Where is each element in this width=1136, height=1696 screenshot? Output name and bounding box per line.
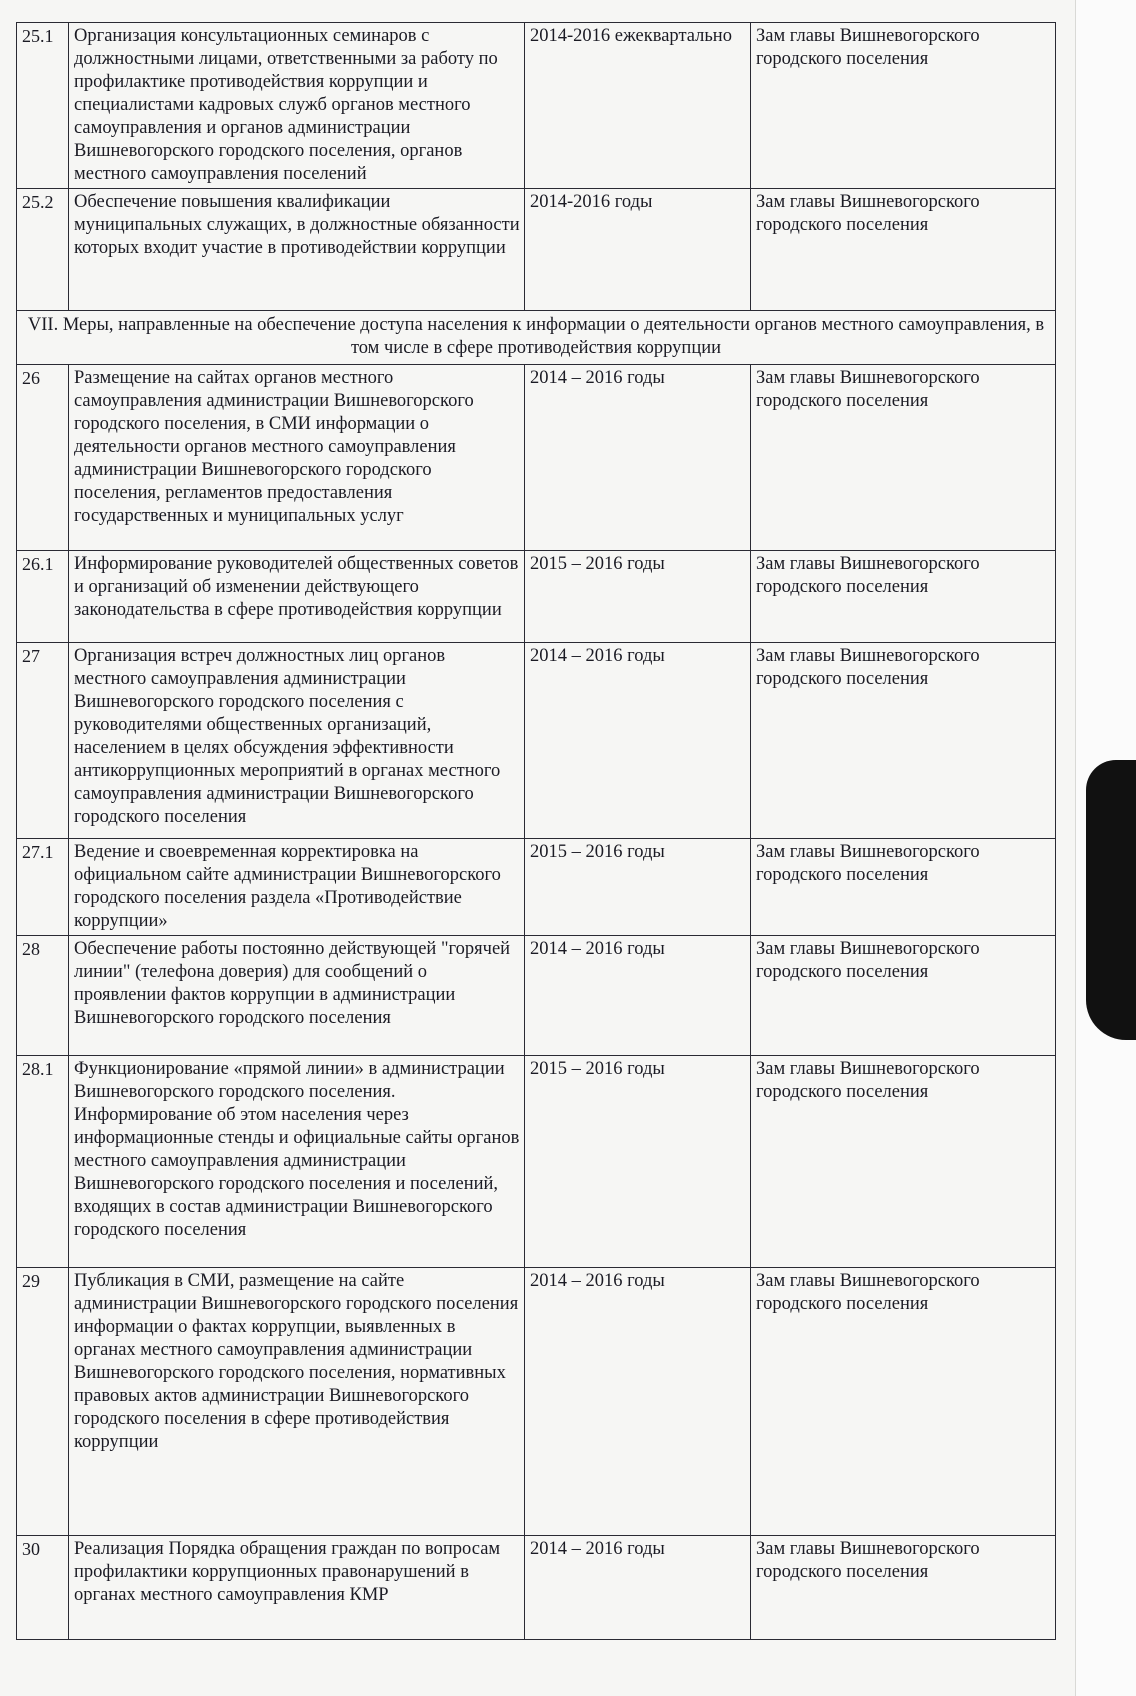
measure-description: Размещение на сайтах органов местного самоуправления администрации Вишневогорского городского поселения, в СМИ информации о деятельности органов местного самоуправления администрации Вишневогорского городского поселения, регламентов предоставления государственных и муниципальных услуг xyxy=(69,365,525,551)
measure-term: 2014 – 2016 годы xyxy=(525,643,751,839)
measure-description: Организация консультационных семинаров с должностными лицами, ответственными за работу по профилактике противодействия коррупции и специалистами кадровых служб органов местного самоуправления и органов администрации Вишневогорского городского поселения, органов местного самоуправления поселений xyxy=(69,23,525,189)
responsible-person: Зам главы Вишневогорского городского поселения xyxy=(751,551,1056,643)
row-number: 26.1 xyxy=(17,551,69,643)
table-row xyxy=(17,23,1056,189)
measure-term: 2014-2016 годы xyxy=(525,189,751,311)
row-number: 26 xyxy=(17,365,69,551)
row-number: 25.2 xyxy=(17,189,69,311)
table-row xyxy=(17,1056,1056,1268)
measures-table xyxy=(16,22,1056,1640)
measure-term: 2015 – 2016 годы xyxy=(525,551,751,643)
measure-term: 2014 – 2016 годы xyxy=(525,936,751,1056)
measure-term: 2015 – 2016 годы xyxy=(525,1056,751,1268)
responsible-person: Зам главы Вишневогорского городского поселения xyxy=(751,1536,1056,1640)
measure-description: Организация встреч должностных лиц органов местного самоуправления администрации Вишневогорского городского поселения с руководителями общественных организаций, населением в целях обсуждения эффективности антикоррупционных мероприятий в органах местного самоуправления администрации Вишневогорского городского поселения xyxy=(69,643,525,839)
responsible-person: Зам главы Вишневогорского городского поселения xyxy=(751,839,1056,936)
row-number: 27 xyxy=(17,643,69,839)
section-header-row xyxy=(17,311,1056,365)
table-row xyxy=(17,365,1056,551)
measure-term: 2014 – 2016 годы xyxy=(525,365,751,551)
row-number: 25.1 xyxy=(17,23,69,189)
row-number: 27.1 xyxy=(17,839,69,936)
measure-description: Функционирование «прямой линии» в администрации Вишневогорского городского поселения. Информирование об этом населения через информационные стенды и официальные сайты органов местного самоуправления администрации Вишневогорского городского поселения и поселений, входящих в состав администрации Вишневогорского городского поселения xyxy=(69,1056,525,1268)
measure-description: Реализация Порядка обращения граждан по вопросам профилактики коррупционных правонарушений в органах местного самоуправления КМР xyxy=(69,1536,525,1640)
table-row xyxy=(17,1536,1056,1640)
table-row xyxy=(17,551,1056,643)
table-row xyxy=(17,189,1056,311)
table-row xyxy=(17,1268,1056,1536)
table-row xyxy=(17,643,1056,839)
responsible-person: Зам главы Вишневогорского городского поселения xyxy=(751,365,1056,551)
table-row xyxy=(17,936,1056,1056)
section-title: VII. Меры, направленные на обеспечение доступа населения к информации о деятельности органов местного самоуправления, в том числе в сфере противодействия коррупции xyxy=(17,311,1056,365)
scan-shadow xyxy=(1086,760,1136,1040)
measure-description: Публикация в СМИ, размещение на сайте администрации Вишневогорского городского поселения информации о фактах коррупции, выявленных в органах местного самоуправления администрации Вишневогорского городского поселения, нормативных правовых актов администрации Вишневогорского городского поселения в сфере противодействия коррупции xyxy=(69,1268,525,1536)
responsible-person: Зам главы Вишневогорского городского поселения xyxy=(751,936,1056,1056)
measure-term: 2014 – 2016 годы xyxy=(525,1536,751,1640)
table-row xyxy=(17,839,1056,936)
measure-description: Обеспечение работы постоянно действующей "горячей линии" (телефона доверия) для сообщений о проявлении фактов коррупции в администрации Вишневогорского городского поселения xyxy=(69,936,525,1056)
responsible-person: Зам главы Вишневогорского городского поселения xyxy=(751,1056,1056,1268)
responsible-person: Зам главы Вишневогорского городского поселения xyxy=(751,1268,1056,1536)
measure-term: 2014-2016 ежеквартально xyxy=(525,23,751,189)
row-number: 28.1 xyxy=(17,1056,69,1268)
responsible-person: Зам главы Вишневогорского городского поселения xyxy=(751,643,1056,839)
row-number: 28 xyxy=(17,936,69,1056)
measure-term: 2014 – 2016 годы xyxy=(525,1268,751,1536)
measure-description: Обеспечение повышения квалификации муниципальных служащих, в должностные обязанности которых входит участие в противодействии коррупции xyxy=(69,189,525,311)
measure-term: 2015 – 2016 годы xyxy=(525,839,751,936)
responsible-person: Зам главы Вишневогорского городского поселения xyxy=(751,23,1056,189)
measure-description: Информирование руководителей общественных советов и организаций об изменении действующего законодательства в сфере противодействия коррупции xyxy=(69,551,525,643)
measure-description: Ведение и своевременная корректировка на официальном сайте администрации Вишневогорского городского поселения раздела «Противодействие коррупции» xyxy=(69,839,525,936)
row-number: 30 xyxy=(17,1536,69,1640)
row-number: 29 xyxy=(17,1268,69,1536)
responsible-person: Зам главы Вишневогорского городского поселения xyxy=(751,189,1056,311)
